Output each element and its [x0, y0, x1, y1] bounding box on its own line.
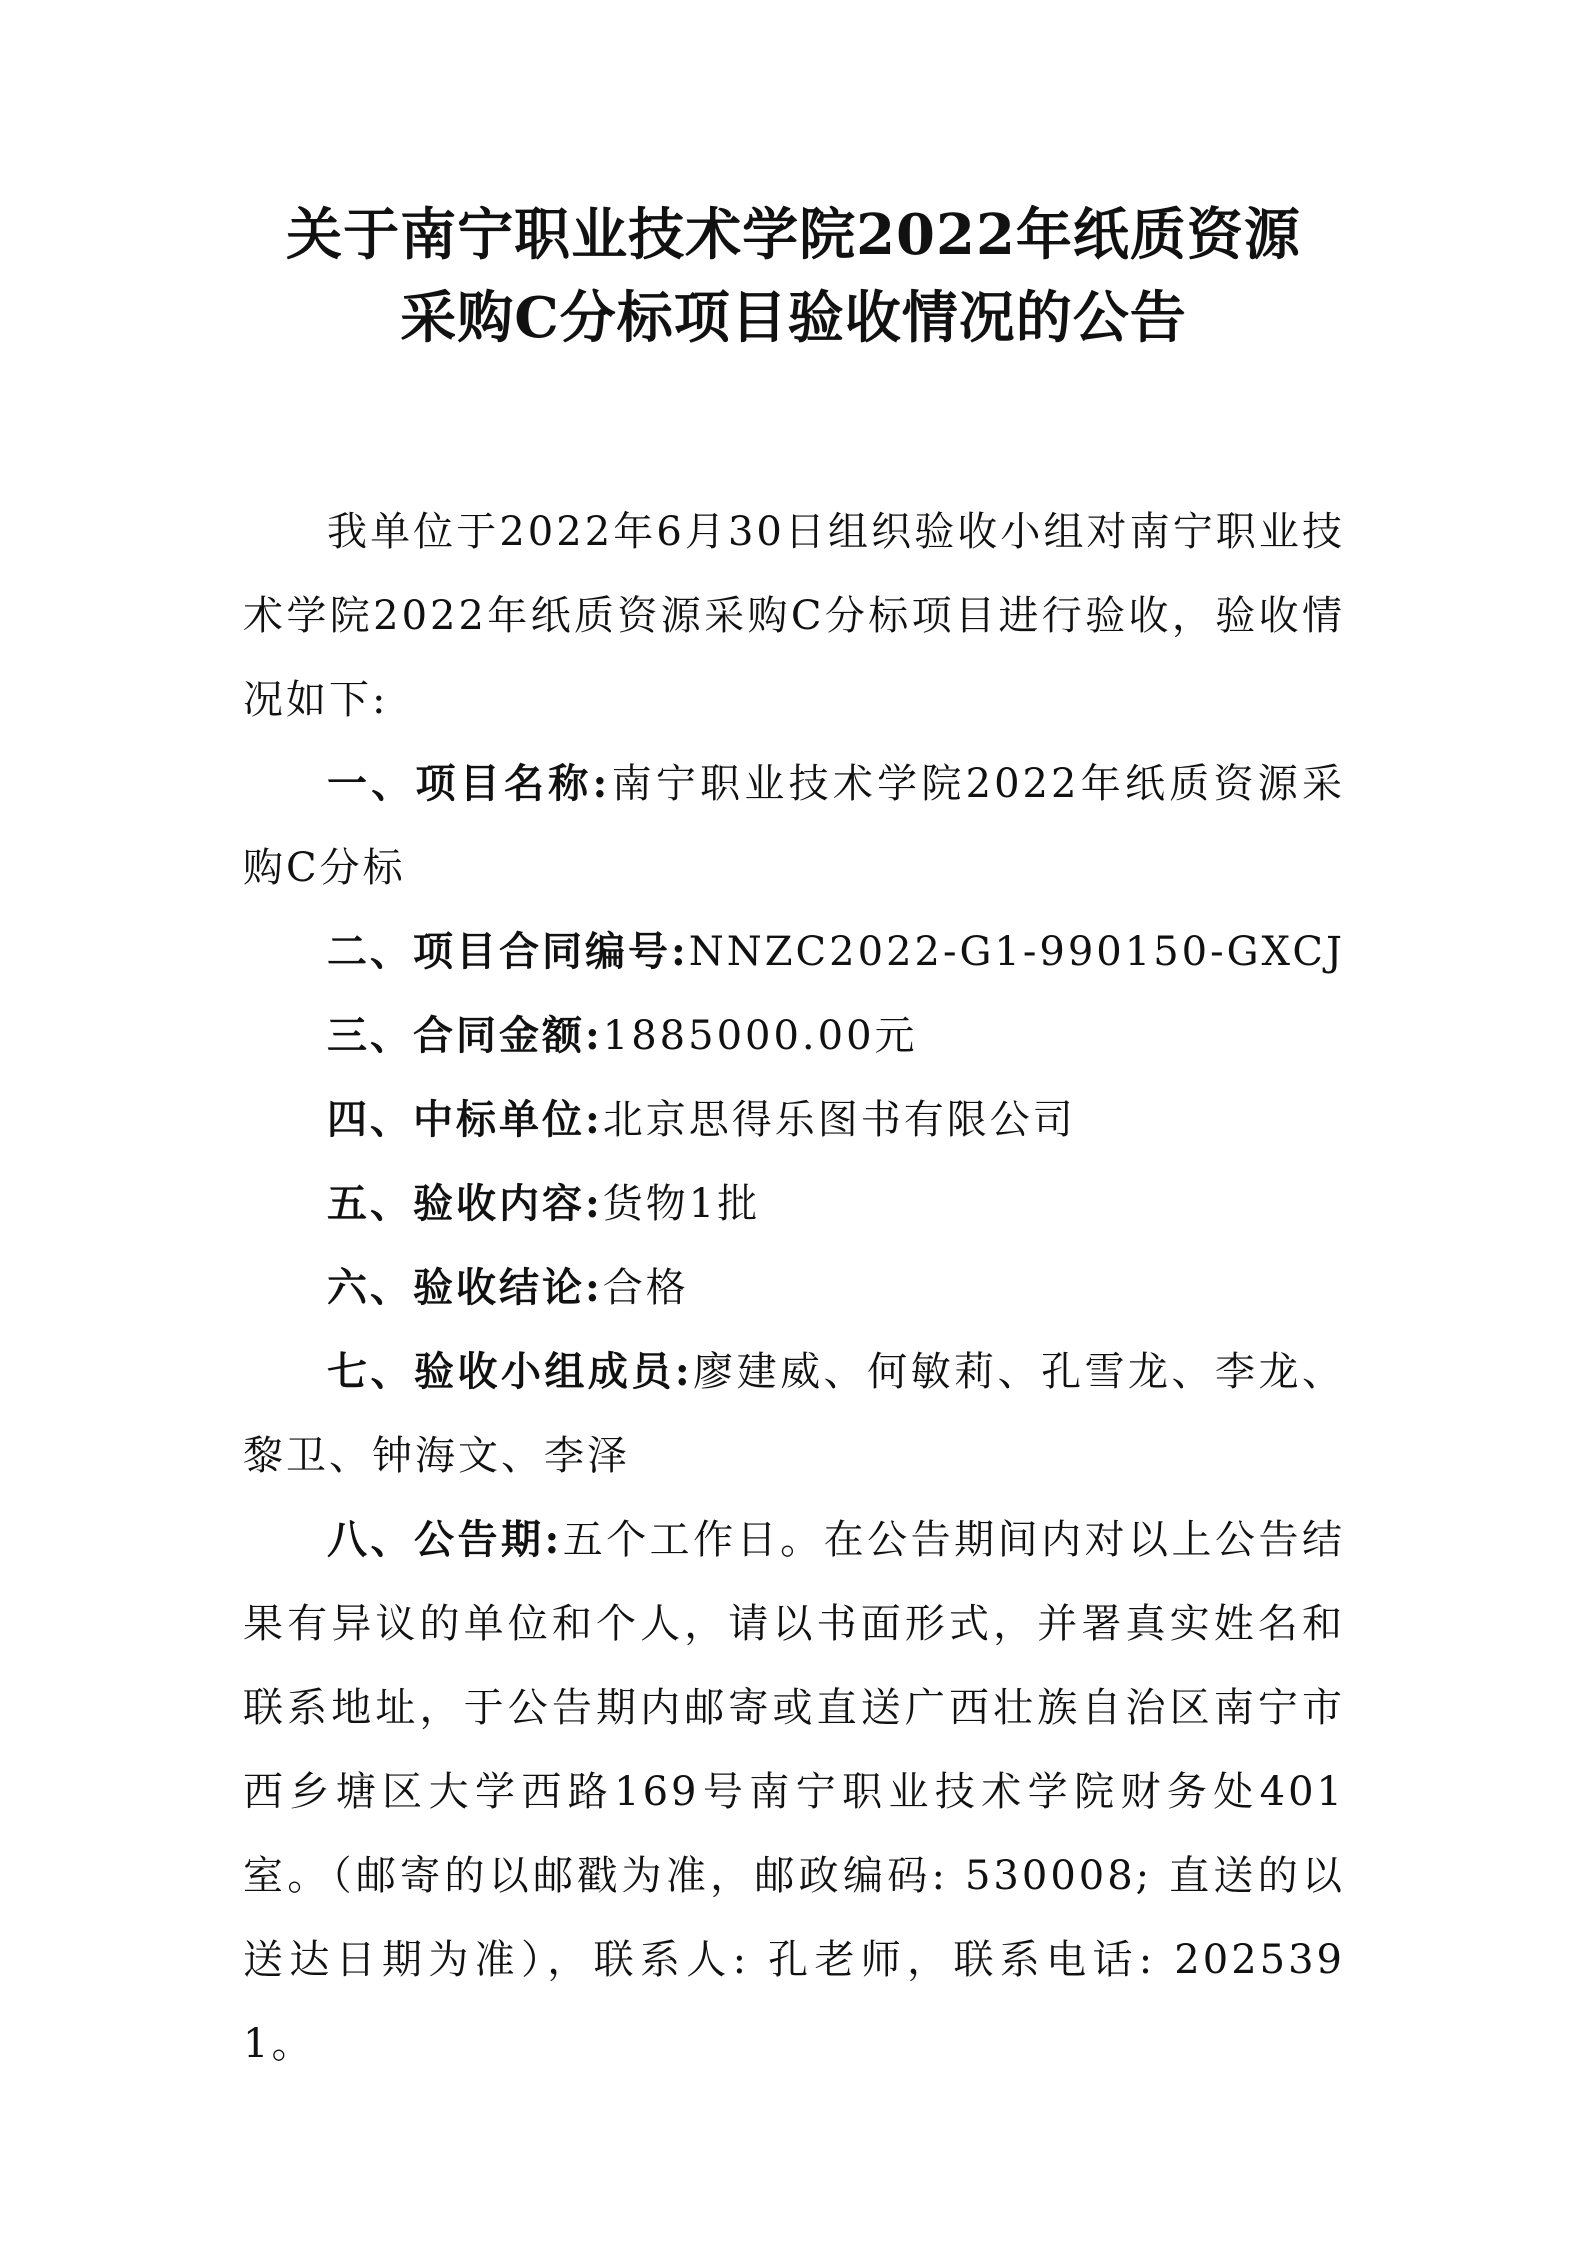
item-label: 三、合同金额:	[327, 1012, 603, 1059]
item-value: 合格	[602, 1265, 689, 1311]
document-body	[243, 490, 1345, 2086]
item-label: 五、验收内容:	[327, 1180, 603, 1227]
item-label: 八、公告期:	[327, 1516, 563, 1563]
item-value: 五个工作日。在公告期间内对以上公告结果有异议的单位和个人，请以书面形式，并署真实姓名和联系地址，于公告期内邮寄或直送广西壮族自治区南宁市西乡塘区大学西路169号南宁职业技术学院财务处401室。（邮寄的以邮戳为准，邮政编码: 530008; 直送的以送达日期为准），联系人: 孔老师，联系电话: 2025391。	[243, 1517, 1346, 2067]
intro-paragraph: 我单位于2022年6月30日组织验收小组对南宁职业技术学院2022年纸质资源采购C分标项目进行验收，验收情况如下:	[243, 509, 1345, 723]
item-contract-number	[243, 910, 1345, 994]
item-label: 一、项目名称:	[327, 760, 611, 807]
item-winning-bidder	[243, 1078, 1345, 1162]
item-announcement-period	[243, 1498, 1345, 2086]
item-contract-amount	[243, 994, 1345, 1078]
item-acceptance-content	[243, 1162, 1345, 1246]
item-value: NNZC2022-G1-990150-GXCJ	[688, 929, 1345, 975]
document-title-line-2: 采购C分标项目验收情况的公告	[400, 285, 1187, 351]
item-label: 四、中标单位:	[327, 1096, 603, 1143]
item-label: 七、验收小组成员:	[327, 1348, 693, 1395]
item-value: 南宁职业技术学院2022年纸质资源采购C分标	[243, 761, 1346, 891]
item-value: 廖建威、何敏莉、孔雪龙、李龙、黎卫、钟海文、李泽	[243, 1349, 1346, 1479]
item-label: 二、项目合同编号:	[327, 928, 689, 975]
item-value: 北京思得乐图书有限公司	[602, 1097, 1076, 1143]
document-title-line-1: 关于南宁职业技术学院2022年纸质资源	[286, 202, 1301, 268]
item-acceptance-conclusion	[243, 1246, 1345, 1330]
item-value: 1885000.00元	[602, 1013, 918, 1059]
item-project-name	[243, 742, 1345, 910]
item-label: 六、验收结论:	[327, 1264, 603, 1311]
item-value: 货物1批	[602, 1181, 761, 1227]
item-acceptance-members	[243, 1330, 1345, 1498]
